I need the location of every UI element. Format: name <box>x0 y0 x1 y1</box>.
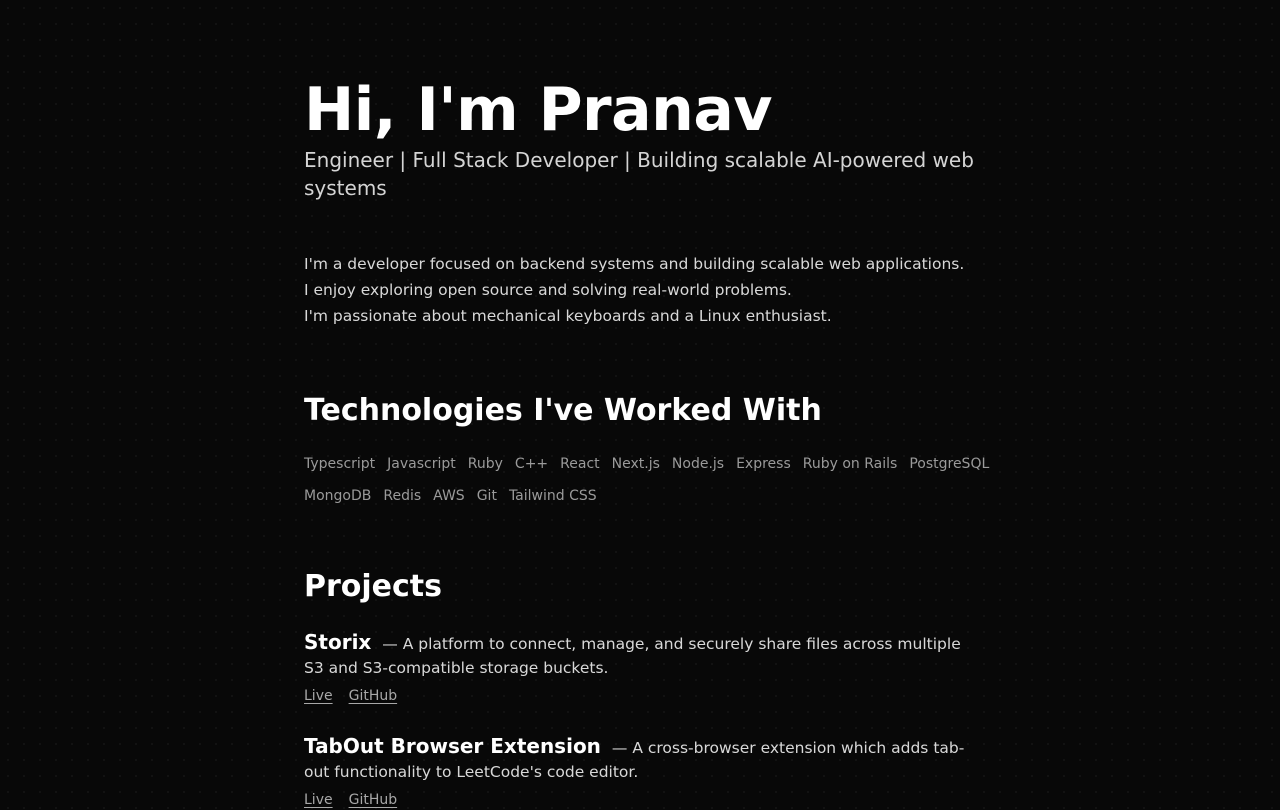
hero-title: Hi, I'm Pranav <box>304 75 772 145</box>
about-line: I enjoy exploring open source and solving real-world problems. <box>304 281 792 299</box>
tech-item-git: Git <box>476 488 497 504</box>
project-description: A platform to connect, manage, and securely share files across multiple S3 and S3-compatible storage buckets. <box>304 635 961 677</box>
project-links <box>304 686 984 706</box>
tech-item-nodejs: Node.js <box>671 456 725 472</box>
about-line: I'm passionate about mechanical keyboards and a Linux enthusiast. <box>304 307 832 325</box>
project-dash: — <box>611 739 628 757</box>
project-github-link[interactable]: GitHub <box>348 792 398 808</box>
technologies-heading: Technologies I've Worked With <box>304 393 822 428</box>
technologies-list <box>304 452 994 508</box>
project-name: TabOut Browser Extension <box>304 734 601 758</box>
tech-item-ruby-on-rails: Ruby on Rails <box>802 456 898 472</box>
tech-item-nextjs: Next.js <box>611 456 660 472</box>
about-line: I'm a developer focused on backend systems and building scalable web applications. <box>304 255 965 273</box>
project-card-tabout <box>304 734 984 810</box>
tech-item-express: Express <box>736 456 791 472</box>
project-live-link[interactable]: Live <box>304 792 333 808</box>
tech-item-mongodb: MongoDB <box>304 488 372 504</box>
tech-item-typescript: Typescript <box>304 456 376 472</box>
tech-item-postgresql: PostgreSQL <box>909 456 990 472</box>
tech-item-react: React <box>560 456 600 472</box>
tech-item-aws: AWS <box>433 488 465 504</box>
project-dash: — <box>382 635 398 653</box>
tech-item-tailwind-css: Tailwind CSS <box>508 488 597 504</box>
tech-item-javascript: Javascript <box>387 456 456 472</box>
tech-item-cpp: C++ <box>514 456 549 472</box>
tech-item-ruby: Ruby <box>467 456 503 472</box>
project-name: Storix <box>304 630 372 654</box>
project-links <box>304 790 984 810</box>
projects-heading: Projects <box>304 569 443 604</box>
hero-subtitle: Engineer | Full Stack Developer | Building scalable AI-powered web systems <box>304 148 974 200</box>
project-card-storix <box>304 630 984 706</box>
project-description-block <box>304 630 984 680</box>
project-description-block <box>304 734 984 784</box>
project-description: A cross-browser extension which adds tab-out functionality to LeetCode's code editor. <box>304 739 965 781</box>
tech-item-redis: Redis <box>383 488 422 504</box>
project-live-link[interactable]: Live <box>304 688 333 704</box>
about-section <box>304 251 994 329</box>
project-github-link[interactable]: GitHub <box>348 688 398 704</box>
